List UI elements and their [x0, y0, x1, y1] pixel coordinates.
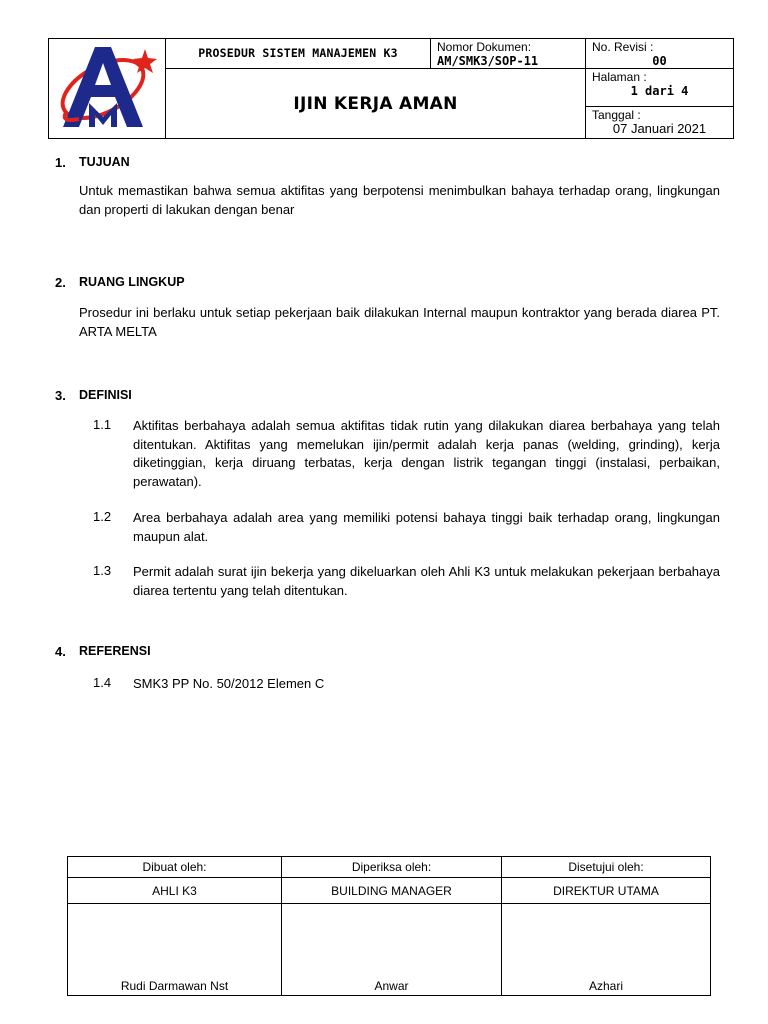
document-header-table [48, 38, 734, 139]
section-1-number: 1. [55, 155, 66, 170]
definition-3-number: 1.3 [93, 563, 112, 578]
definition-1-number: 1.1 [93, 417, 112, 432]
section-1-title: TUJUAN [79, 155, 130, 169]
definition-2-number: 1.2 [93, 509, 112, 524]
company-logo-icon [49, 39, 165, 133]
signature-header-made: Dibuat oleh: [68, 857, 282, 878]
section-2-number: 2. [55, 275, 66, 290]
doc-number-value: AM/SMK3/SOP-11 [437, 54, 539, 68]
procedure-title-cell [166, 39, 431, 69]
signature-role-3: DIREKTUR UTAMA [502, 878, 711, 904]
signature-role-2: BUILDING MANAGER [282, 878, 502, 904]
signature-role-1: AHLI K3 [68, 878, 282, 904]
page-cell [586, 69, 734, 107]
section-1-text: Untuk memastikan bahwa semua aktifitas yang berpotensi menimbulkan bahaya terhadap orang, lingkungan dan properti di lakukan dengan benar [79, 183, 720, 217]
definition-1-text: Aktifitas berbahaya adalah semua aktifitas tidak rutin yang dilakukan diarea berbahaya yang telah ditentukan. Aktifitas yang memelukan ijin/permit adalah kerja panas (welding, grinding), kerja diketinggian, kerja diruang terbatas, kerja dengan listrik tegangan tinggi (instalasi, perbaikan, perawatan). [133, 418, 720, 489]
page-label: Halaman : [592, 70, 647, 84]
date-cell [586, 106, 734, 139]
date-label: Tanggal : [592, 107, 641, 122]
signature-header-approved: Disetujui oleh: [502, 857, 711, 878]
section-2-text: Prosedur ini berlaku untuk setiap pekerjaan baik dilakukan Internal maupun kontraktor yang berada diarea PT. ARTA MELTA [79, 305, 720, 339]
signature-name-1: Rudi Darmawan Nst [68, 904, 282, 996]
signature-name-2: Anwar [282, 904, 502, 996]
section-4-title: REFERENSI [79, 644, 151, 658]
reference-1-number: 1.4 [93, 675, 112, 690]
date-value: 07 Januari 2021 [612, 120, 707, 136]
signature-table [67, 856, 711, 996]
page-value: 1 dari 4 [630, 84, 689, 98]
doc-number-label: Nomor Dokumen: [437, 40, 532, 54]
signature-header-checked: Diperiksa oleh: [282, 857, 502, 878]
revision-cell [586, 39, 734, 69]
logo-cell [49, 39, 166, 139]
definition-2-text: Area berbahaya adalah area yang memiliki potensi bahaya tinggi baik terhadap orang, lingkungan maupun alat. [133, 510, 720, 544]
section-3-title: DEFINISI [79, 388, 132, 402]
revision-value: 00 [652, 54, 667, 68]
definition-3-text: Permit adalah surat ijin bekerja yang dikeluarkan oleh Ahli K3 untuk melakukan pekerjaan berbahaya diarea tertentu yang telah ditentukan. [133, 564, 720, 598]
section-3-number: 3. [55, 388, 66, 403]
doc-number-cell [431, 39, 586, 69]
document-title: IJIN KERJA AMAN [293, 93, 458, 114]
procedure-title: PROSEDUR SISTEM MANAJEMEN K3 [198, 46, 398, 60]
section-4-number: 4. [55, 644, 66, 659]
document-title-cell [166, 69, 586, 139]
revision-label: No. Revisi : [592, 40, 654, 54]
section-2-title: RUANG LINGKUP [79, 275, 185, 289]
reference-1-text: SMK3 PP No. 50/2012 Elemen C [133, 676, 325, 691]
signature-name-3: Azhari [502, 904, 711, 996]
